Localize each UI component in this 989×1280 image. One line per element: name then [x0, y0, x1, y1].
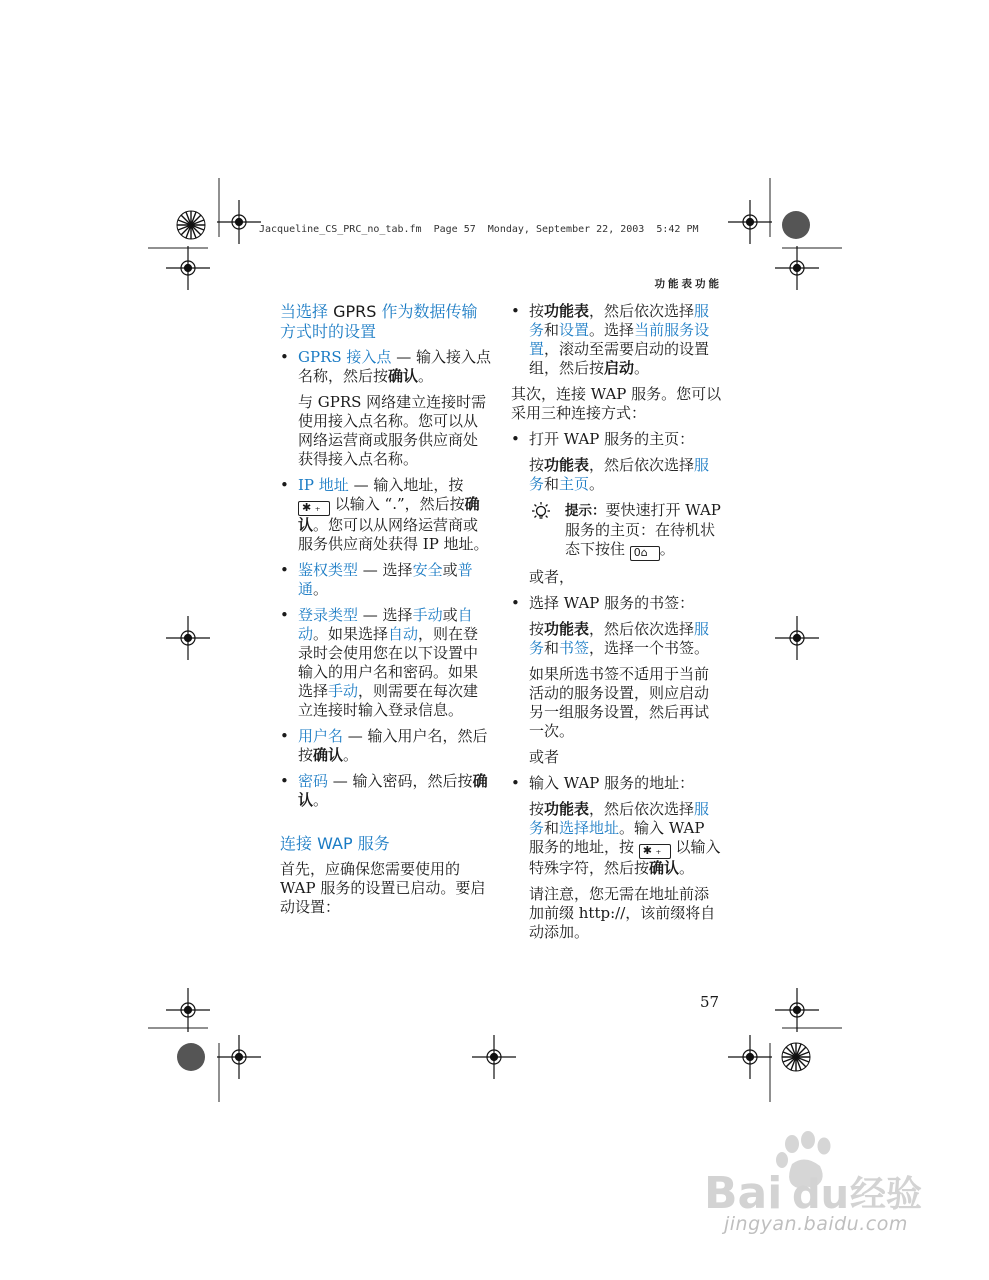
star-key-icon: ✱ ₊ — [298, 501, 330, 516]
list-item-ip-address: • IP 地址 — 输入地址，按 ✱ ₊ 以输入 “.”，然后按确认。您可以从网络运营商或服务供应商处获得 IP 地址。 — [280, 476, 489, 553]
list-item-gprs-access-point: • GPRS 接入点 — 输入接入点名称，然后按确认。 — [280, 348, 491, 385]
or-text: 或者 — [529, 748, 560, 766]
list-item-open-homepage: • 打开 WAP 服务的主页： — [511, 430, 695, 448]
heading-gprs-settings: 当选择 GPRS 作为数据传输方式时的设置 — [280, 302, 478, 341]
or-text: 或者， — [529, 568, 575, 586]
menu-link-login-type: 登录类型 — [298, 606, 359, 624]
menu-link-gprs-access-point: GPRS 接入点 — [298, 348, 392, 366]
svg-text:经验: 经验 — [850, 1174, 923, 1215]
star-key-icon: ✱ ₊ — [639, 844, 671, 859]
instruction-bookmark: 按功能表，然后依次选择服务和书签，选择一个书签。 — [529, 620, 710, 657]
right-column — [511, 302, 723, 949]
page-number: 57 — [700, 993, 720, 1011]
zero-key-icon: 0⌂ — [630, 546, 660, 561]
instruction-homepage: 按功能表，然后依次选择服务和主页。 — [529, 456, 710, 493]
heading-connect-wap: 连接 WAP 服务 — [280, 834, 390, 853]
left-column — [280, 302, 492, 924]
note-bookmark: 如果所选书签不适用于当前活动的服务设置，则应启动另一组服务设置，然后再试一次。 — [529, 665, 710, 740]
watermark-url: jingyan.baidu.com — [724, 1213, 908, 1235]
file-header-line: Jacqueline_CS_PRC_no_tab.fm Page 57 Monday, September 22, 2003 5:42 PM — [259, 224, 699, 235]
svg-text:du: du — [792, 1172, 850, 1218]
dark-target — [177, 1043, 205, 1071]
crop-lines — [148, 178, 842, 1102]
menu-link-password: 密码 — [298, 772, 329, 790]
paragraph-first-step: 首先，应确保您需要使用的 WAP 服务的设置已启动。要启动设置： — [280, 860, 486, 916]
lightbulb-icon — [529, 501, 553, 528]
list-item-enter-address: • 输入 WAP 服务的地址： — [511, 774, 695, 792]
list-item-username: • 用户名 — 输入用户名，然后按确认。 — [280, 727, 488, 764]
menu-link-username: 用户名 — [298, 727, 344, 745]
tip-label: 提示： — [565, 503, 606, 519]
list-item-activate-settings: • 按功能表，然后依次选择服务和设置。选择当前服务设置，滚动至需要启动的设置组，然后按启动。 — [511, 302, 710, 377]
list-item-select-bookmark: • 选择 WAP 服务的书签： — [511, 594, 695, 612]
instruction-address: 按功能表，然后依次选择服务和选择地址。输入 WAP 服务的地址，按 ✱ ₊ 以输入特殊字符，然后按确认。 — [529, 800, 721, 877]
note-address-prefix: 请注意，您无需在地址前添加前缀 http://，该前缀将自动添加。 — [529, 885, 716, 941]
list-item-auth-type: • 鉴权类型 — 选择安全或普通。 — [280, 561, 473, 598]
section-label: 功能表功能 — [654, 278, 722, 290]
menu-link-auth-type: 鉴权类型 — [298, 561, 359, 579]
menu-link-ip-address: IP 地址 — [298, 476, 349, 494]
dark-target — [782, 211, 810, 239]
list-item-login-type: • 登录类型 — 选择手动或自动。如果选择自动，则在登录时会使用您在以下设置中输入的用户名和密码。如果选择手动，则需要在每次建立连接时输入登录信息。 — [280, 606, 479, 719]
svg-text:Bai: Bai — [704, 1168, 783, 1219]
paragraph-second-step: 其次，连接 WAP 服务。您可以采用三种连接方式： — [511, 385, 722, 422]
note-access-point: 与 GPRS 网络建立连接时需使用接入点名称。您可以从网络运营商或服务供应商处获得接入点名称。 — [298, 393, 487, 468]
list-item-password: • 密码 — 输入密码，然后按确认。 — [280, 772, 488, 809]
tip-box: 提示：要快速打开 WAP 服务的主页：在待机状态下按住 0⌂ 。 — [529, 501, 723, 561]
